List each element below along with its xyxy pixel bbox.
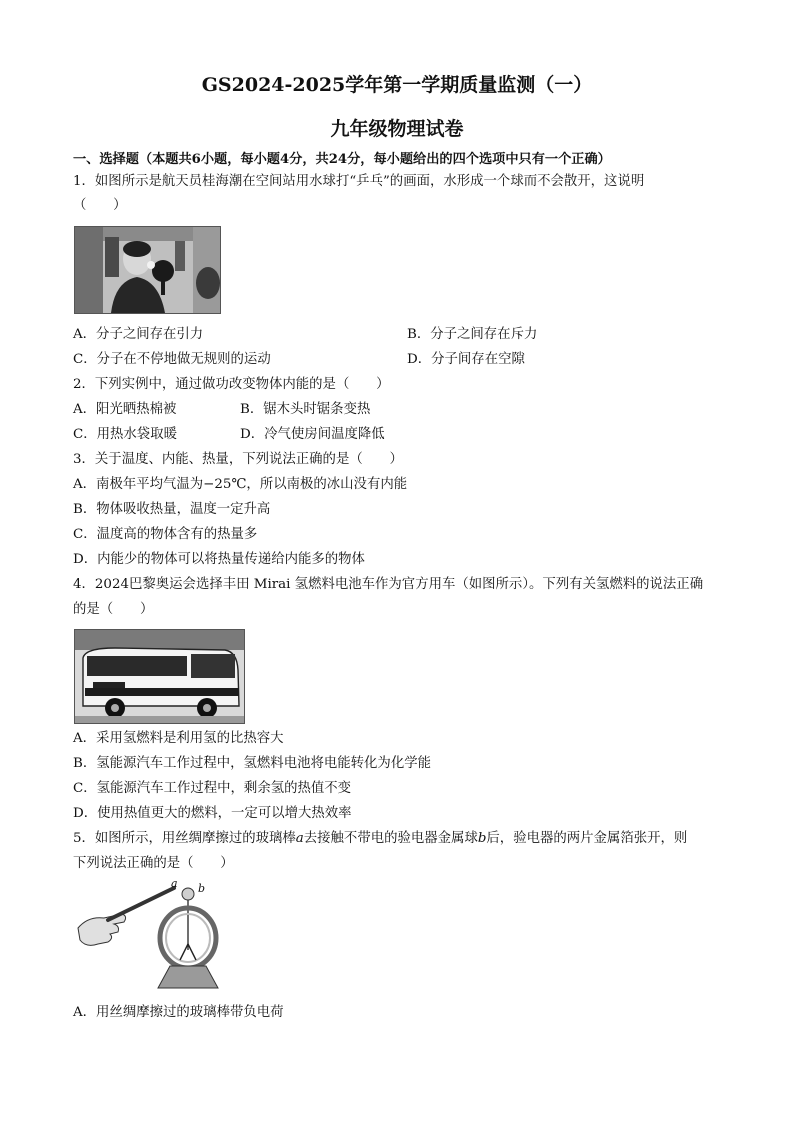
q2-option-a: A．阳光晒热棉被 xyxy=(73,402,177,417)
astronaut-photo-image xyxy=(75,227,220,313)
q1-astronaut-photo xyxy=(74,226,221,314)
q4-option-a: A．采用氢燃料是利用氢的比热容大 xyxy=(73,731,284,746)
label-a: a xyxy=(171,877,178,890)
q5-electroscope-figure xyxy=(74,876,234,996)
hydrogen-bus-image xyxy=(75,630,244,723)
exam-title: GS2024-2025学年第一学期质量监测（一） xyxy=(201,74,593,96)
exam-subtitle: 九年级物理试卷 xyxy=(330,118,464,140)
q5-var-b: b xyxy=(477,831,487,846)
q1-option-b: B．分子之间存在斥力 xyxy=(407,327,538,342)
q4-option-c: C．氢能源汽车工作过程中，剩余氢的热值不变 xyxy=(73,781,352,796)
electroscope-diagram xyxy=(74,876,234,996)
q4-option-d: D．使用热值更大的燃料，一定可以增大热效率 xyxy=(73,806,352,821)
section-heading: 一、选择题（本题共6小题，每小题4分，共24分，每小题给出的四个选项中只有一个正确） xyxy=(73,152,611,167)
q1-option-c: C．分子在不停地做无规则的运动 xyxy=(73,352,271,367)
q5-stem-part1: 5．如图所示，用丝绸摩擦过的玻璃棒 xyxy=(73,831,296,846)
q1-stem: 1．如图所示是航天员桂海潮在空间站用水球打“乒乓”的画面，水形成一个球而不会散开，这说明 xyxy=(73,174,645,189)
q2-stem: 2．下列实例中，通过做功改变物体内能的是（ ） xyxy=(73,377,390,392)
q4-option-b: B．氢能源汽车工作过程中，氢燃料电池将电能转化为化学能 xyxy=(73,756,431,771)
q5-stem-part2: 去接触不带电的验电器金属球 xyxy=(303,831,478,846)
q2-option-b: B．锯木头时锯条变热 xyxy=(240,402,371,417)
q1-option-a: A．分子之间存在引力 xyxy=(73,327,204,342)
q5-option-a: A．用丝绸摩擦过的玻璃棒带负电荷 xyxy=(73,1005,284,1020)
q4-bus-photo xyxy=(74,629,245,724)
q5-stem-part3: 后，验电器的两片金属箔张开，则 xyxy=(486,831,688,846)
label-b: b xyxy=(198,882,206,895)
q5-stem-cont: 下列说法正确的是（ ） xyxy=(73,856,234,871)
q3-option-d: D．内能少的物体可以将热量传递给内能多的物体 xyxy=(73,552,365,567)
q2-option-d: D．冷气使房间温度降低 xyxy=(240,427,385,442)
q3-option-c: C．温度高的物体含有的热量多 xyxy=(73,527,258,542)
q1-option-d: D．分子间存在空隙 xyxy=(407,352,525,367)
q5-stem xyxy=(73,831,687,847)
q3-option-a: A．南极年平均气温为−25℃，所以南极的冰山没有内能 xyxy=(73,477,408,492)
q3-option-b: B．物体吸收热量，温度一定升高 xyxy=(73,502,271,517)
q4-stem-cont: 的是（ ） xyxy=(73,602,154,617)
q3-stem: 3．关于温度、内能、热量，下列说法正确的是（ ） xyxy=(73,452,403,467)
q5-var-a: a xyxy=(295,831,304,846)
q1-stem-blank: （ ） xyxy=(73,198,127,213)
q4-stem: 4．2024巴黎奥运会选择丰田 Mirai 氢燃料电池车作为官方用车（如图所示）。下列有关氢燃料的说法正确 xyxy=(73,577,704,592)
q2-option-c: C．用热水袋取暖 xyxy=(73,427,177,442)
